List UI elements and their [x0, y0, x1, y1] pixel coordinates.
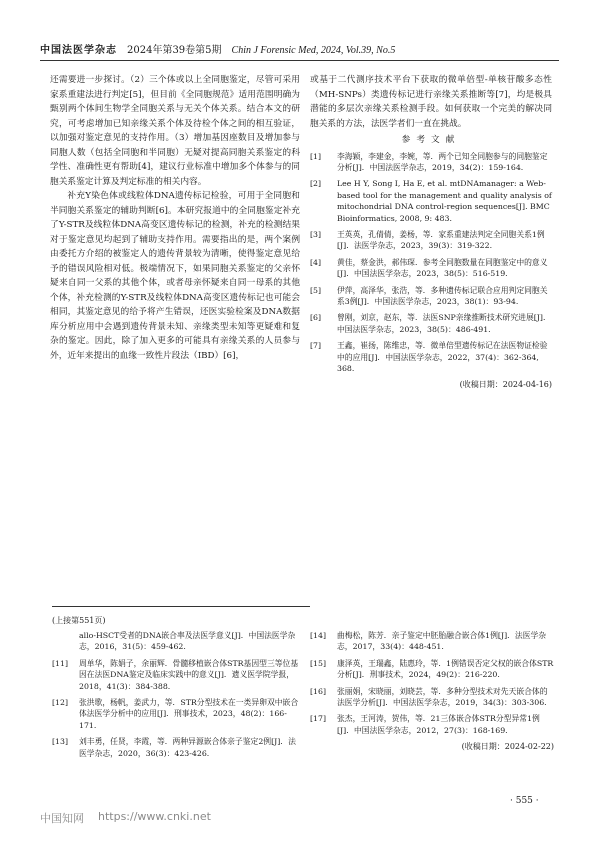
reference-item: [310, 658, 554, 681]
reference-item: [310, 312, 552, 335]
reference-number: [12]: [52, 698, 69, 708]
lower-left-references: [52, 630, 302, 764]
reference-number: [16]: [310, 686, 327, 696]
continued-from-note: (上接第551页): [52, 616, 106, 625]
right-column: [310, 73, 552, 391]
received-date: (收稿日期：2024-04-16): [459, 380, 552, 390]
reference-number: [4]: [310, 257, 322, 267]
reference-text: 黄佳，蔡金洪，郝伟琛．参考全同胞数量在同胞鉴定中的意义[J]．中国法医学杂志，2023，38(5)：516-519.: [337, 257, 548, 279]
continuation-rule: [52, 606, 310, 607]
reference-item: [310, 178, 552, 224]
reference-text: allo-HSCT受者的DNA嵌合率及法医学意义[J]．中国法医学杂志，2016，31(5)：459-462.: [79, 631, 296, 652]
lower-right-references: [310, 630, 554, 736]
reference-text: 王英英，孔倩倩，姜杨，等．家系重建法判定全同胞关系1例[J]．法医学杂志，2023，39(3)：319-322.: [337, 229, 545, 251]
reference-list: [310, 151, 552, 375]
reference-item: [310, 340, 552, 374]
watermark-url[interactable]: https://www.cnki.net: [98, 810, 211, 823]
reference-text: Lee H Y, Song I, Ha E, et al. mtDNAmanager: a Web-based tool for the management and quality analysis of mitochondrial DNA control-region sequences[J]. BMC Bioinformatics, 2008, 9: 483.: [337, 179, 552, 223]
reference-number: [52, 630, 79, 653]
reference-text: 王鑫，崔扬，陈维忠，等．微单倍型遗传标记在法医物证检验中的应用[J]．中国法医学杂志，2022，37(4)：362-364, 368.: [337, 341, 548, 373]
reference-text: 曾刚，刘京，赵东，等．法医SNP亲缘推断技术研究进展[J]．中国法医学杂志，2023，38(5)：486-491.: [337, 313, 551, 334]
reference-number: [14]: [310, 631, 327, 640]
reference-number: [17]: [310, 714, 327, 724]
reference-text: 李海颖，李建金，李婉，等．两个已知全同胞参与的同胞鉴定分析[J]．中国法医学杂志，2019，34(2)：159-164.: [337, 151, 548, 172]
reference-number: [2]: [310, 179, 322, 189]
references-title: 参考文献: [401, 135, 461, 145]
reference-item: [310, 257, 552, 280]
reference-text: 周单华，陈娟子，余丽辉．骨髓移植嵌合体STR基因型三等位基因在法医DNA鉴定及临床实践中的意义[J]．遗义医学院学报，2018，41(3)：384-388.: [79, 658, 299, 691]
reference-number: [15]: [310, 658, 327, 668]
left-paragraph-1: 还需要进一步探讨。（2）三个体或以上全同胞鉴定，尽管可采用家系重建法进行判定[5]，但目前《全同胞规范》适用范围明确为甄别两个体间生物学全同胞关系与无关个体关系。结合本文的研究，可考虑增加已知亲缘关系个体及待检个体之间的相互验证，以加强对鉴定意见的支持作用。（3）增加基因座数目及增加参与同胞人数（包括全同胞和半同胞）无疑对提高同胞关系鉴定的科学性、准确性更有帮助[4]，建议行业标准中增加多个体参与的同胞关系鉴定计算及判定标准的相关内容。: [50, 75, 300, 187]
reference-text: 刘丰勇，任贤，李霞，等．两种异源嵌合体亲子鉴定2例[J]．法医学杂志，2020，36(3)：423-426.: [79, 737, 296, 758]
left-paragraph-2: 补充Y染色体或线粒体DNA遗传标记检验，可用于全同胞和半同胞关系鉴定的辅助判断[6]。本研究报道中的全同胞鉴定补充了Y-STR及线粒体DNA高变区遗传标记的检测，补充的检测结果对于鉴定意见均起到了辅助支持作用。需要指出的是，两个案例由委托方介绍的被鉴定人的遗传背景较为清晰，使得鉴定意见给予的错误风险相对低。极端情况下，如果同胞关系鉴定的父亲怀疑来自同一父系的其他个体，或者母亲怀疑来自同一母系的其他个体，补充检测的Y-STR及线粒体DNA高变区遗传标记也可能会相同，其鉴定意见的给予将产生错误，还医实验检案及DNA数据库分析应用中会遇到遗传背景未知、亲缘类型未知等更疑难和复杂的鉴定。因此，除了加入更多的可能具有亲缘关系的人员参与外，近年来提出的血缘一致性片段法（IBD）[6]，: [50, 191, 300, 361]
cnki-watermark: [40, 810, 211, 826]
reference-text: 康泽英，王瑞鑫，陆惠玲，等．1例错误否定父权的嵌合体STR分析[J]．刑事技术，2024，49(2)：216-220.: [337, 658, 554, 680]
reference-item: [52, 658, 302, 692]
page-number: · 555 ·: [510, 796, 539, 806]
reference-text: 张洪歌，杨帆，姜武力，等．STR分型技术在一类异卵双中嵌合体法医学分析中的应用[J]．刑事技术，2023，48(2)：166-171.: [79, 698, 299, 730]
watermark-site: 中国知网: [40, 812, 84, 825]
reference-number: [5]: [310, 285, 322, 295]
reference-item: [310, 713, 554, 736]
left-column: [50, 73, 300, 363]
reference-number: [3]: [310, 229, 322, 239]
reference-text: 张丽娟，宋晓丽，刘晓芸，等．多种分型技术对先天嵌合体的法医学分析[J]．中国法医学杂志，2019，34(3)：303-306.: [337, 686, 548, 708]
reference-item: [52, 697, 302, 731]
reference-item: [310, 229, 552, 252]
reference-text: 张杰，王河涛，贺伟，等．21三体嵌合体STR分型异常1例[J]．中国法医学杂志，2012，27(3)：168-169.: [337, 714, 540, 735]
journal-name-cn: 中国法医学杂志: [40, 45, 117, 56]
reference-number: [1]: [310, 151, 322, 161]
reference-number: [11]: [52, 658, 69, 668]
reference-item: [52, 630, 302, 653]
running-header: [40, 45, 559, 57]
reference-text: 伊萍，高泽华，张浩，等．多种遗传标记联合应用判定同胞关系3例[J]．中国法医学杂志，2023，38(1)：93-94.: [337, 285, 548, 306]
reference-number: [6]: [310, 313, 322, 323]
reference-item: [310, 630, 554, 653]
reference-item: [310, 151, 552, 174]
reference-text: 曲梅松，陈芳．亲子鉴定中胚胎融合嵌合体1例[J]．法医学杂志，2017，33(4)：448-451.: [337, 631, 547, 652]
right-paragraph: 或基于二代测序技术平台下获取的微单倍型-单核苷酸多态性（MH-SNPs）类遗传标记进行亲缘关系推断等[7]，均是极具潜能的多层次亲缘关系检测手段。如何获取一个完美的解决同胞关系的方法，法医学者们一直在挑战。: [310, 75, 552, 129]
reference-item: [310, 285, 552, 308]
journal-name-en: Chin J Forensic Med, 2024, Vol.39, No.5: [231, 45, 396, 56]
reference-number: [13]: [52, 737, 69, 747]
reference-number: [7]: [310, 341, 322, 351]
reference-item: [52, 736, 302, 759]
lower-right-block: [310, 630, 554, 753]
lower-received-date: (收稿日期：2024-02-22): [461, 742, 554, 752]
issue-info-cn: 2024年第39卷第5期: [127, 45, 222, 56]
header-rule: [40, 60, 559, 61]
reference-item: [310, 686, 554, 709]
